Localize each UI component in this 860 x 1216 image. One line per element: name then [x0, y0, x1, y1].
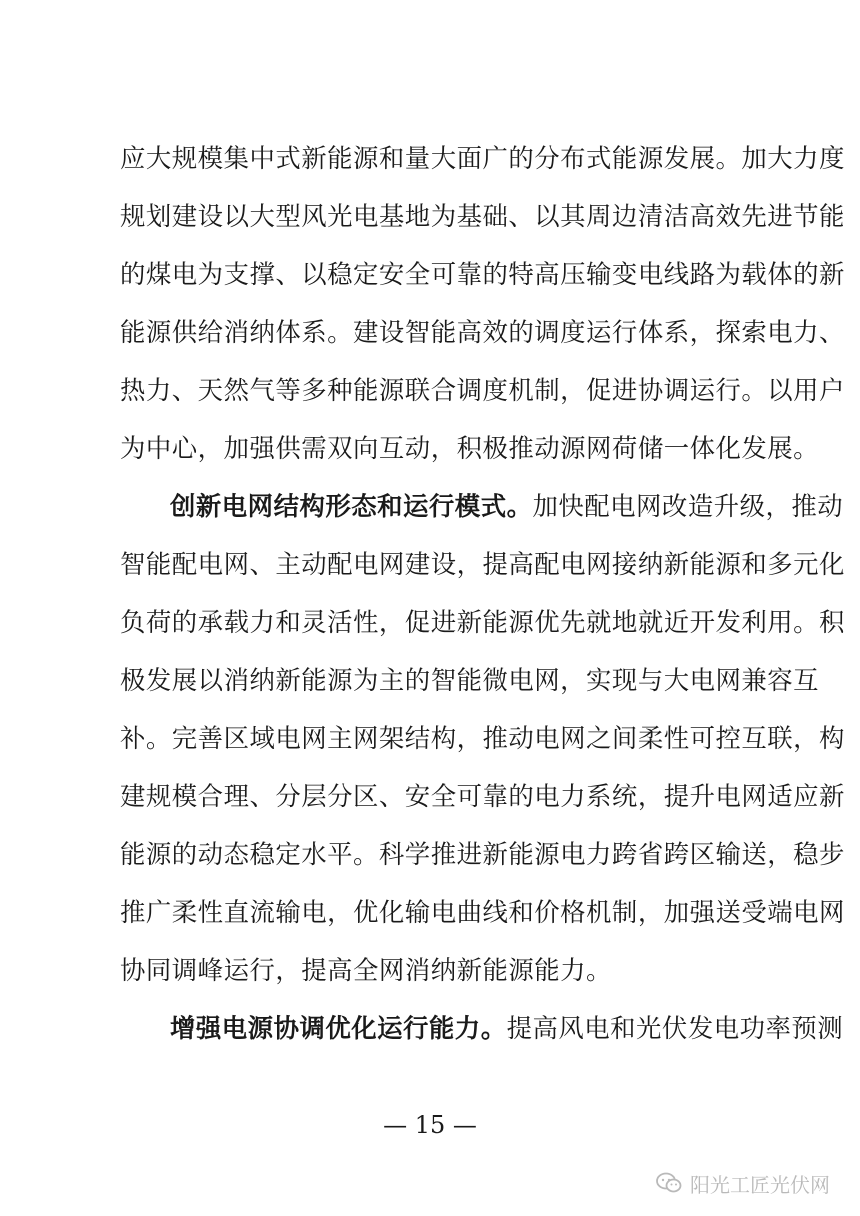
watermark [656, 1168, 830, 1198]
paragraph-2-line-6: 建规模合理、分层分区、安全可靠的电力系统，提升电网适应新 [120, 781, 845, 811]
paragraph-2-line-7: 能源的动态稳定水平。科学推进新能源电力跨省跨区输送，稳步 [120, 839, 845, 869]
paragraph-1-line-3: 的煤电为支撑、以稳定安全可靠的特高压输变电线路为载体的新 [120, 259, 845, 289]
paragraph-1-line-4: 能源供给消纳体系。建设智能高效的调度运行体系，探索电力、 [120, 317, 845, 347]
paragraph-2-line-8: 推广柔性直流输电，优化输电曲线和价格机制，加强送受端电网 [120, 897, 845, 927]
paragraph-2-line-1 [170, 486, 844, 526]
paragraph-3-line-1-text: 提高风电和光伏发电功率预测 [506, 1013, 844, 1043]
paragraph-1-line-6: 为中心，加强供需双向互动，积极推动源网荷储一体化发展。 [120, 433, 820, 463]
paragraph-2-line-1-text: 加快配电网改造升级，推动 [532, 491, 844, 521]
paragraph-2-line-2: 智能配电网、主动配电网建设，提高配电网接纳新能源和多元化 [120, 549, 845, 579]
paragraph-2-line-4: 极发展以消纳新能源为主的智能微电网，实现与大电网兼容互 [120, 665, 820, 695]
page-number: — 15 — [383, 1111, 477, 1139]
paragraph-2-heading: 创新电网结构形态和运行模式。 [170, 491, 533, 521]
paragraph-1-line-5: 热力、天然气等多种能源联合调度机制，促进协调运行。以用户 [120, 375, 845, 405]
paragraph-2-line-5: 补。完善区域电网主网架结构，推动电网之间柔性可控互联，构 [120, 723, 845, 753]
paragraph-1-line-2: 规划建设以大型风光电基地为基础、以其周边清洁高效先进节能 [120, 201, 845, 231]
paragraph-3-heading: 增强电源协调优化运行能力。 [170, 1013, 507, 1043]
wechat-icon [656, 1172, 682, 1194]
paragraph-2-line-9: 协同调峰运行，提高全网消纳新能源能力。 [120, 955, 612, 985]
paragraph-2-line-3: 负荷的承载力和灵活性，促进新能源优先就地就近开发利用。积 [120, 607, 845, 637]
paragraph-1-line-1: 应大规模集中式新能源和量大面广的分布式能源发展。加大力度 [120, 143, 845, 173]
watermark-text: 阳光工匠光伏网 [690, 1172, 830, 1197]
paragraph-3-line-1 [170, 1008, 844, 1048]
